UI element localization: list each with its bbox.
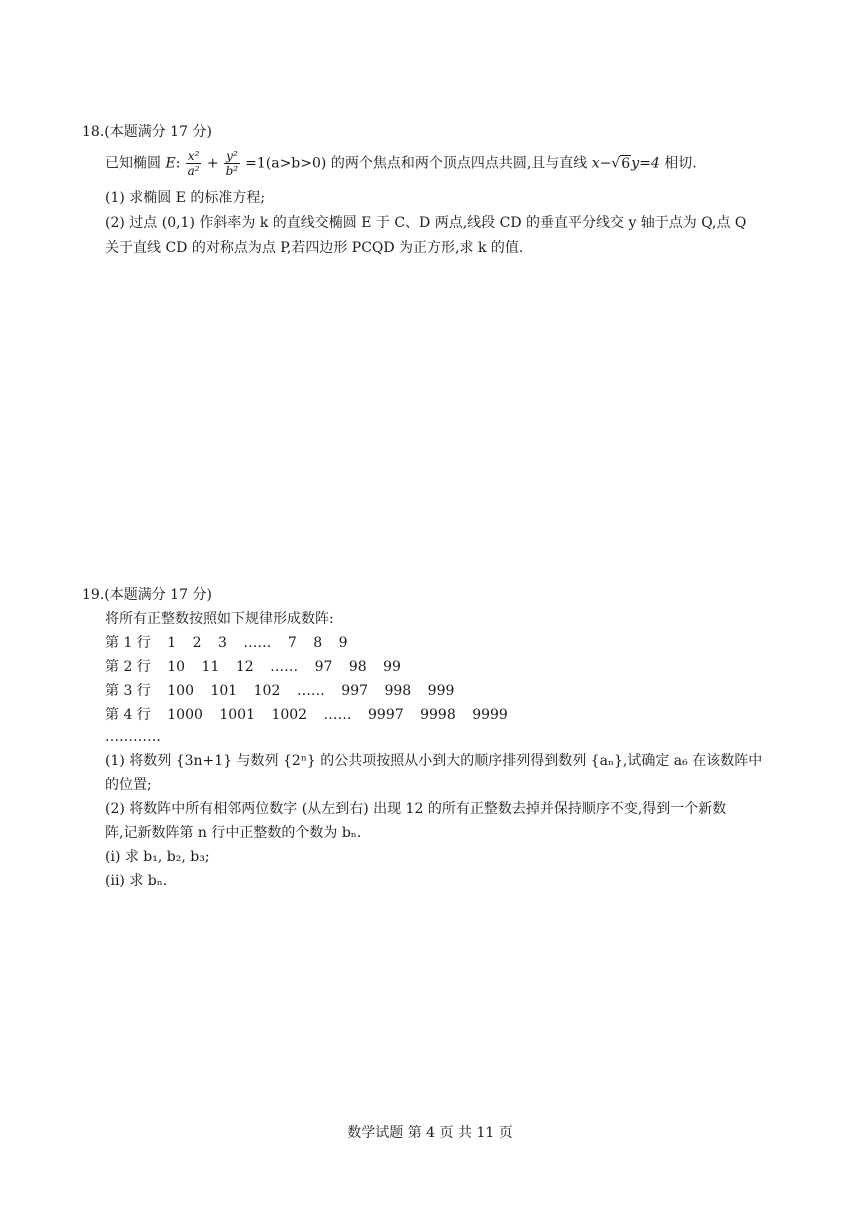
q18-part2-line1: (2) 过点 (0,1) 作斜率为 k 的直线交椭圆 E 于 C、D 两点,线段 CD 的垂直平分线交 y 轴于点为 Q,点 Q [105, 215, 747, 231]
row-label: 第 3 行 [105, 683, 151, 699]
row-label: 第 4 行 [105, 707, 151, 723]
matrix-row-4 [105, 705, 520, 725]
q18-text: 的两个焦点和两个顶点四点共圆,且与直线 [330, 155, 588, 172]
q19-part1-line2: 的位置; [105, 777, 152, 793]
matrix-cell: 102 [253, 683, 281, 699]
matrix-cell: 10 [167, 659, 186, 675]
q18-part2-line2: 关于直线 CD 的对称点为点 P,若四边形 PCQD 为正方形,求 k 的值. [105, 240, 524, 256]
matrix-cell: 97 [314, 659, 333, 675]
q19-subpart-ii: (ii) 求 bₙ. [105, 873, 168, 889]
q19-subpart-i: (i) 求 b₁, b₂, b₃; [105, 849, 210, 865]
matrix-cell: 1001 [219, 707, 255, 723]
matrix-cell: 998 [384, 683, 412, 699]
q18-header: 18.(本题满分 17 分) [82, 124, 212, 140]
q19-intro: 将所有正整数按照如下规律形成数阵: [105, 611, 334, 627]
matrix-cell: 101 [210, 683, 238, 699]
matrix-row-3 [105, 681, 466, 701]
line-eq-part: x− [591, 155, 612, 172]
matrix-cell: 9997 [368, 707, 404, 723]
q18-statement-line1 [105, 150, 697, 177]
matrix-cell: 3 [218, 635, 227, 651]
plus-sign: + [206, 155, 219, 172]
fraction-x-denominator: a² [187, 164, 200, 178]
matrix-cell: 11 [201, 659, 220, 675]
matrix-cell: 98 [348, 659, 367, 675]
fraction-y-denominator: b² [225, 164, 239, 178]
q19-header: 19.(本题满分 17 分) [82, 587, 212, 603]
equation-rhs: =1(a>b>0) [245, 155, 327, 172]
matrix-cell: 9 [338, 635, 348, 651]
fraction-x [186, 150, 202, 177]
ellipse-name: E [165, 155, 176, 172]
row-label: 第 2 行 [105, 659, 151, 675]
sqrt-sign: √ [611, 155, 621, 172]
matrix-cell: 9999 [472, 707, 508, 723]
matrix-continuation: ………… [105, 729, 161, 745]
fraction-y [224, 150, 240, 177]
row-label: 第 1 行 [105, 635, 151, 651]
colon: : [175, 155, 181, 172]
q19-part2-line1: (2) 将数阵中所有相邻两位数字 (从左到右) 出现 12 的所有正整数去掉并保持顺序不变,得到一个新数 [105, 801, 727, 817]
page-footer: 数学试题 第 4 页 共 11 页 [347, 1125, 513, 1141]
fraction-y-numerator: y² [226, 149, 238, 163]
matrix-cell: 100 [167, 683, 194, 699]
matrix-cell: 997 [341, 683, 369, 699]
matrix-cell: 1002 [271, 707, 308, 723]
q18-text: 已知椭圆 [105, 155, 161, 172]
matrix-row-1 [105, 633, 360, 653]
matrix-cell: 7 [287, 635, 297, 651]
matrix-cell: 9998 [420, 707, 456, 723]
matrix-cell: 8 [313, 635, 323, 651]
matrix-row-2 [105, 657, 413, 677]
matrix-cell: 99 [383, 659, 401, 675]
matrix-ellipsis: …… [323, 707, 352, 723]
matrix-ellipsis: …… [296, 683, 325, 699]
matrix-ellipsis: …… [270, 659, 299, 675]
matrix-cell: 12 [235, 659, 254, 675]
q19-part2-line2: 阵,记新数阵第 n 行中正整数的个数为 bₙ. [105, 825, 362, 841]
matrix-cell: 1000 [167, 707, 203, 723]
fraction-x-numerator: x² [187, 149, 200, 163]
line-eq-part: y=4 [631, 155, 660, 172]
q19-part1-line1: (1) 将数列 {3n+1} 与数列 {2ⁿ} 的公共项按照从小到大的顺序排列得到数列 {aₙ},试确定 a₆ 在该数阵中 [105, 753, 763, 769]
matrix-cell: 2 [192, 635, 202, 651]
matrix-ellipsis: …… [243, 635, 272, 651]
q18-part1: (1) 求椭圆 E 的标准方程; [105, 190, 266, 206]
matrix-cell: 1 [167, 635, 177, 651]
sqrt-radicand: 6 [621, 155, 631, 172]
matrix-cell: 999 [427, 683, 455, 699]
q18-text: 相切. [664, 155, 697, 172]
